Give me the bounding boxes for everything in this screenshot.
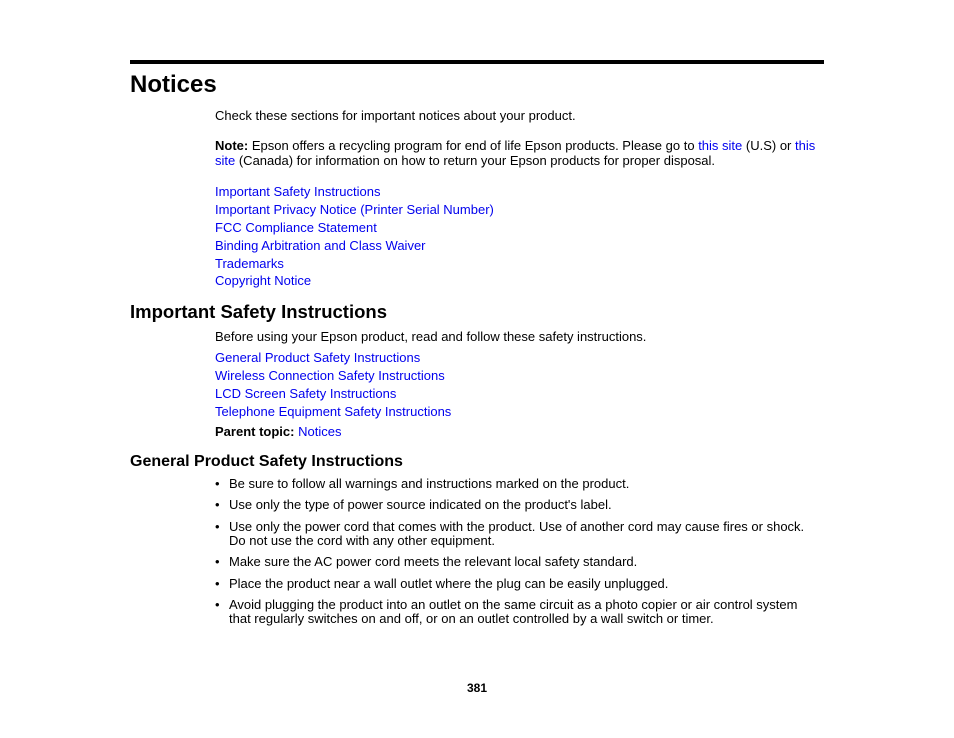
list-item: • Be sure to follow all warnings and instructions marked on the product. [215, 476, 630, 491]
bullet-icon: • [215, 554, 220, 569]
list-item: • Place the product near a wall outlet where the plug can be easily unplugged. [215, 576, 669, 591]
toc-link-fcc[interactable]: FCC Compliance Statement [215, 219, 377, 235]
us-recycling-link[interactable]: this site [698, 138, 743, 153]
parent-topic-label: Parent topic: [215, 424, 295, 439]
intro-text: Check these sections for important notices about your product. [215, 108, 576, 123]
toc-link-copyright[interactable]: Copyright Notice [215, 273, 312, 289]
note-label: Note: [215, 138, 249, 153]
bullet-icon: • [215, 519, 220, 534]
notices-toc [215, 183, 494, 290]
note-paragraph [215, 138, 824, 168]
safety-link-general[interactable]: General Product Safety Instructions [215, 350, 421, 365]
list-item: • Make sure the AC power cord meets the relevant local safety standard. [215, 554, 638, 569]
parent-topic [215, 424, 824, 439]
safety-heading: Important Safety Instructions [130, 301, 387, 322]
list-item: • Use only the power cord that comes with the product. Use of another cord may cause fires or shock. Do not use the cord with any other equipment. [215, 519, 805, 548]
toc-link-privacy[interactable]: Important Privacy Notice (Printer Serial Number) [215, 201, 494, 217]
safety-link-telephone[interactable]: Telephone Equipment Safety Instructions [215, 403, 452, 419]
note-text-2: (U.S) or [742, 138, 795, 153]
parent-topic-link[interactable]: Notices [298, 424, 342, 439]
list-item: • Use only the type of power source indicated on the product's label. [215, 497, 612, 512]
note-text-3: (Canada) for information on how to return your Epson products for proper disposal. [235, 153, 716, 168]
toc-link-trademarks[interactable]: Trademarks [215, 255, 284, 271]
page-title: Notices [130, 71, 217, 98]
bullet-icon: • [215, 476, 220, 491]
page-number: 381 [466, 681, 488, 695]
bullet-icon: • [215, 576, 220, 591]
note-text-1: Epson offers a recycling program for end of life Epson products. Please go to [248, 138, 699, 153]
safety-toc [215, 349, 451, 421]
general-bullets [215, 477, 815, 626]
toc-link-arbitration[interactable]: Binding Arbitration and Class Waiver [215, 237, 426, 253]
canada-recycling-link-part2[interactable]: site [215, 153, 236, 168]
list-item: • Avoid plugging the product into an outlet on the same circuit as a photo copier or air control system that regularly switches on and off, or on an outlet controlled by a wall switch or timer. [215, 597, 798, 626]
top-rule [130, 60, 824, 64]
general-heading: General Product Safety Instructions [130, 453, 403, 470]
safety-link-lcd[interactable]: LCD Screen Safety Instructions [215, 385, 397, 401]
bullet-icon: • [215, 497, 220, 512]
safety-link-wireless[interactable]: Wireless Connection Safety Instructions [215, 367, 445, 383]
canada-recycling-link-part1[interactable]: this [795, 138, 816, 153]
bullet-icon: • [215, 597, 220, 612]
safety-intro: Before using your Epson product, read and follow these safety instructions. [215, 329, 647, 344]
toc-link-safety[interactable]: Important Safety Instructions [215, 184, 381, 199]
